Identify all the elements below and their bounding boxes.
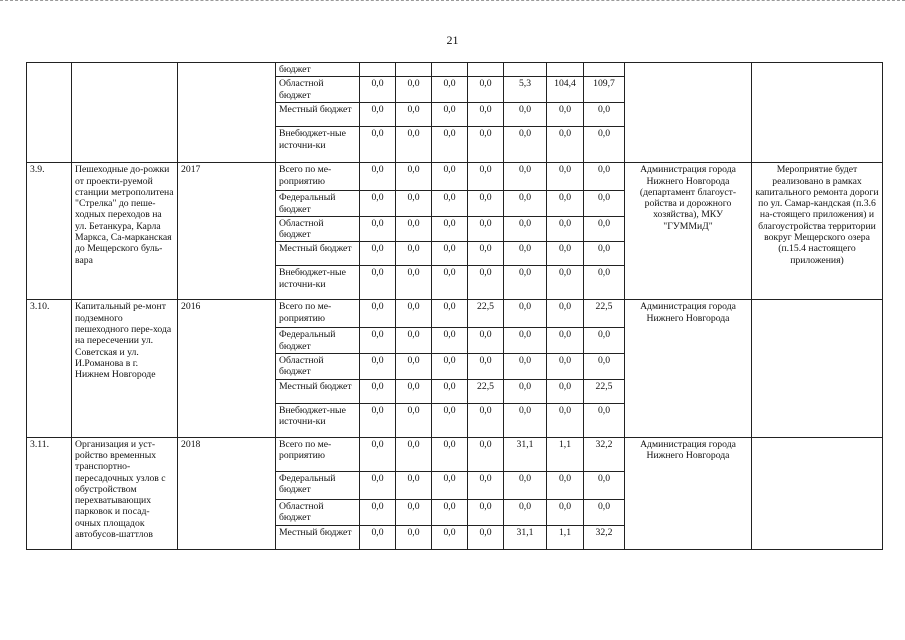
value-cell: 0,0 xyxy=(468,328,504,354)
value-cell: 0,0 xyxy=(468,242,504,266)
value-cell: 0,0 xyxy=(396,266,432,300)
value-cell: 0,0 xyxy=(504,127,547,163)
value-cell: 0,0 xyxy=(360,300,396,328)
source-label: Федеральный бюджет xyxy=(276,471,360,499)
value-cell: 0,0 xyxy=(432,471,468,499)
value-cell: 0,0 xyxy=(396,354,432,380)
value-cell: 22,5 xyxy=(468,300,504,328)
value-cell: 0,0 xyxy=(432,403,468,437)
value-cell: 0,0 xyxy=(432,77,468,103)
value-cell: 0,0 xyxy=(547,379,584,403)
value-cell: 0,0 xyxy=(504,242,547,266)
value-cell: 0,0 xyxy=(584,499,625,525)
value-cell: 0,0 xyxy=(360,242,396,266)
value-cell: 0,0 xyxy=(360,471,396,499)
value-cell: 0,0 xyxy=(584,471,625,499)
value-cell: 0,0 xyxy=(504,379,547,403)
value-cell: 0,0 xyxy=(468,354,504,380)
value-cell: 0,0 xyxy=(396,103,432,127)
value-cell: 0,0 xyxy=(584,127,625,163)
value-cell: 0,0 xyxy=(432,242,468,266)
value-cell: 0,0 xyxy=(504,191,547,217)
item-name: Организация и уст-ройство временных транспортно-пересадочных узлов с обустройством перехватывающих парковок и посад-очных площадок автобусов-шаттлов xyxy=(72,437,178,549)
source-label: Всего по ме-роприятию xyxy=(276,437,360,471)
value-cell: 0,0 xyxy=(547,300,584,328)
value-cell: 31,1 xyxy=(504,437,547,471)
value-cell: 0,0 xyxy=(584,191,625,217)
value-cell: 0,0 xyxy=(547,103,584,127)
source-label: Местный бюджет xyxy=(276,103,360,127)
value-cell: 0,0 xyxy=(396,300,432,328)
value-cell: 0,0 xyxy=(432,379,468,403)
value-cell: 0,0 xyxy=(504,300,547,328)
value-cell: 0,0 xyxy=(468,216,504,242)
value-cell: 0,0 xyxy=(396,127,432,163)
value-cell: 0,0 xyxy=(584,266,625,300)
source-label: Федеральный бюджет xyxy=(276,328,360,354)
value-cell: 0,0 xyxy=(396,437,432,471)
value-cell: 0,0 xyxy=(360,437,396,471)
value-cell: 0,0 xyxy=(547,328,584,354)
value-cell: 5,3 xyxy=(504,77,547,103)
value-cell xyxy=(432,63,468,77)
value-cell: 104,4 xyxy=(547,77,584,103)
source-label: Областной бюджет xyxy=(276,77,360,103)
value-cell: 0,0 xyxy=(584,354,625,380)
source-label: Местный бюджет xyxy=(276,525,360,549)
value-cell: 0,0 xyxy=(360,328,396,354)
source-label: Областной бюджет xyxy=(276,216,360,242)
item-number: 3.10. xyxy=(27,300,72,437)
value-cell: 22,5 xyxy=(584,300,625,328)
value-cell: 0,0 xyxy=(432,103,468,127)
value-cell: 0,0 xyxy=(468,163,504,191)
source-label: Всего по ме-роприятию xyxy=(276,300,360,328)
value-cell: 0,0 xyxy=(547,403,584,437)
source-label: Местный бюджет xyxy=(276,379,360,403)
source-label: Областной бюджет xyxy=(276,499,360,525)
item-note: Мероприятие будет реализовано в рамках капитального ремонта дороги по ул. Самар-кандская (п.3.6 на-стоящего приложения) и благоустройства территории вокруг Мещерского озера (п.15.4 настоящего приложения) xyxy=(752,163,883,300)
value-cell: 32,2 xyxy=(584,437,625,471)
value-cell: 0,0 xyxy=(504,163,547,191)
value-cell: 0,0 xyxy=(547,191,584,217)
value-cell: 0,0 xyxy=(360,525,396,549)
item-year-cell xyxy=(178,63,276,163)
value-cell: 0,0 xyxy=(396,191,432,217)
item-year: 2017 xyxy=(178,163,276,300)
value-cell: 0,0 xyxy=(468,266,504,300)
value-cell: 0,0 xyxy=(396,216,432,242)
value-cell: 0,0 xyxy=(547,499,584,525)
item-name: Капитальный ре-монт подземного пешеходного пере-хода на пересечении ул. Советская и ул. И.Романова в г. Нижнем Новгороде xyxy=(72,300,178,437)
value-cell: 0,0 xyxy=(432,525,468,549)
value-cell xyxy=(468,63,504,77)
value-cell: 0,0 xyxy=(396,499,432,525)
value-cell: 0,0 xyxy=(468,77,504,103)
value-cell: 0,0 xyxy=(432,354,468,380)
value-cell: 0,0 xyxy=(468,127,504,163)
value-cell: 0,0 xyxy=(432,328,468,354)
item-number-cell xyxy=(27,63,72,163)
value-cell: 0,0 xyxy=(468,471,504,499)
table-row xyxy=(27,63,883,77)
value-cell: 0,0 xyxy=(547,242,584,266)
value-cell: 0,0 xyxy=(360,77,396,103)
value-cell: 0,0 xyxy=(432,127,468,163)
value-cell xyxy=(547,63,584,77)
table-row xyxy=(27,437,883,471)
value-cell: 0,0 xyxy=(468,437,504,471)
value-cell: 0,0 xyxy=(584,242,625,266)
item-year: 2018 xyxy=(178,437,276,549)
budget-table xyxy=(26,62,883,550)
value-cell: 0,0 xyxy=(504,403,547,437)
value-cell: 0,0 xyxy=(432,499,468,525)
value-cell: 0,0 xyxy=(396,471,432,499)
value-cell: 0,0 xyxy=(547,216,584,242)
value-cell: 0,0 xyxy=(584,328,625,354)
item-name-cell xyxy=(72,63,178,163)
note-cell xyxy=(752,63,883,163)
top-rule xyxy=(0,0,905,1)
value-cell: 0,0 xyxy=(360,103,396,127)
value-cell: 0,0 xyxy=(432,191,468,217)
value-cell: 0,0 xyxy=(547,354,584,380)
value-cell: 0,0 xyxy=(504,499,547,525)
value-cell: 0,0 xyxy=(360,403,396,437)
value-cell: 0,0 xyxy=(468,499,504,525)
value-cell: 0,0 xyxy=(584,103,625,127)
value-cell xyxy=(396,63,432,77)
value-cell: 0,0 xyxy=(504,216,547,242)
value-cell: 0,0 xyxy=(360,191,396,217)
source-label: Всего по ме-роприятию xyxy=(276,163,360,191)
value-cell: 0,0 xyxy=(504,328,547,354)
value-cell: 0,0 xyxy=(584,163,625,191)
item-note xyxy=(752,300,883,437)
value-cell: 1,1 xyxy=(547,525,584,549)
value-cell: 0,0 xyxy=(468,525,504,549)
item-executor: Администрация города Нижнего Новгорода (департамент благоуст-ройства и дорожного хозяйства), МКУ "ГУММиД" xyxy=(625,163,752,300)
value-cell: 0,0 xyxy=(360,216,396,242)
value-cell: 0,0 xyxy=(468,403,504,437)
item-note xyxy=(752,437,883,549)
value-cell: 0,0 xyxy=(360,354,396,380)
value-cell: 0,0 xyxy=(396,379,432,403)
value-cell: 0,0 xyxy=(396,242,432,266)
value-cell: 0,0 xyxy=(396,525,432,549)
value-cell: 0,0 xyxy=(504,471,547,499)
source-label: бюджет xyxy=(276,63,360,77)
value-cell: 0,0 xyxy=(584,403,625,437)
item-number: 3.11. xyxy=(27,437,72,549)
value-cell xyxy=(504,63,547,77)
source-label: Федеральный бюджет xyxy=(276,191,360,217)
value-cell: 0,0 xyxy=(396,77,432,103)
value-cell: 0,0 xyxy=(432,300,468,328)
item-executor: Администрация города Нижнего Новгорода xyxy=(625,300,752,437)
value-cell: 0,0 xyxy=(360,499,396,525)
value-cell: 0,0 xyxy=(360,266,396,300)
value-cell: 0,0 xyxy=(504,103,547,127)
value-cell: 109,7 xyxy=(584,77,625,103)
value-cell: 0,0 xyxy=(547,127,584,163)
page-number: 21 xyxy=(446,33,459,47)
value-cell: 0,0 xyxy=(360,127,396,163)
source-label: Областной бюджет xyxy=(276,354,360,380)
value-cell: 0,0 xyxy=(432,216,468,242)
value-cell: 0,0 xyxy=(432,266,468,300)
source-label: Внебюджет-ные источни-ки xyxy=(276,127,360,163)
value-cell: 32,2 xyxy=(584,525,625,549)
value-cell: 0,0 xyxy=(547,266,584,300)
value-cell: 0,0 xyxy=(360,163,396,191)
value-cell: 22,5 xyxy=(468,379,504,403)
value-cell: 0,0 xyxy=(396,328,432,354)
value-cell: 0,0 xyxy=(432,163,468,191)
value-cell: 0,0 xyxy=(504,266,547,300)
value-cell: 0,0 xyxy=(396,163,432,191)
value-cell: 1,1 xyxy=(547,437,584,471)
value-cell: 0,0 xyxy=(504,354,547,380)
executor-cell xyxy=(625,63,752,163)
value-cell xyxy=(584,63,625,77)
source-label: Внебюджет-ные источни-ки xyxy=(276,266,360,300)
value-cell: 22,5 xyxy=(584,379,625,403)
value-cell: 0,0 xyxy=(584,216,625,242)
item-number: 3.9. xyxy=(27,163,72,300)
value-cell: 0,0 xyxy=(547,471,584,499)
value-cell xyxy=(360,63,396,77)
source-label: Местный бюджет xyxy=(276,242,360,266)
value-cell: 0,0 xyxy=(468,191,504,217)
source-label: Внебюджет-ные источни-ки xyxy=(276,403,360,437)
value-cell: 0,0 xyxy=(468,103,504,127)
item-name: Пешеходные до-рожки от проекти-руемой станции метрополитена "Стрелка" до пеше-ходных переходов на ул. Бетанкура, Карла Маркса, Са-марканская до Мещерского буль-вара xyxy=(72,163,178,300)
item-executor: Администрация города Нижнего Новгорода xyxy=(625,437,752,549)
value-cell: 0,0 xyxy=(396,403,432,437)
value-cell: 0,0 xyxy=(432,437,468,471)
value-cell: 0,0 xyxy=(547,163,584,191)
item-year: 2016 xyxy=(178,300,276,437)
table-row xyxy=(27,300,883,328)
value-cell: 31,1 xyxy=(504,525,547,549)
table-row xyxy=(27,163,883,191)
value-cell: 0,0 xyxy=(360,379,396,403)
